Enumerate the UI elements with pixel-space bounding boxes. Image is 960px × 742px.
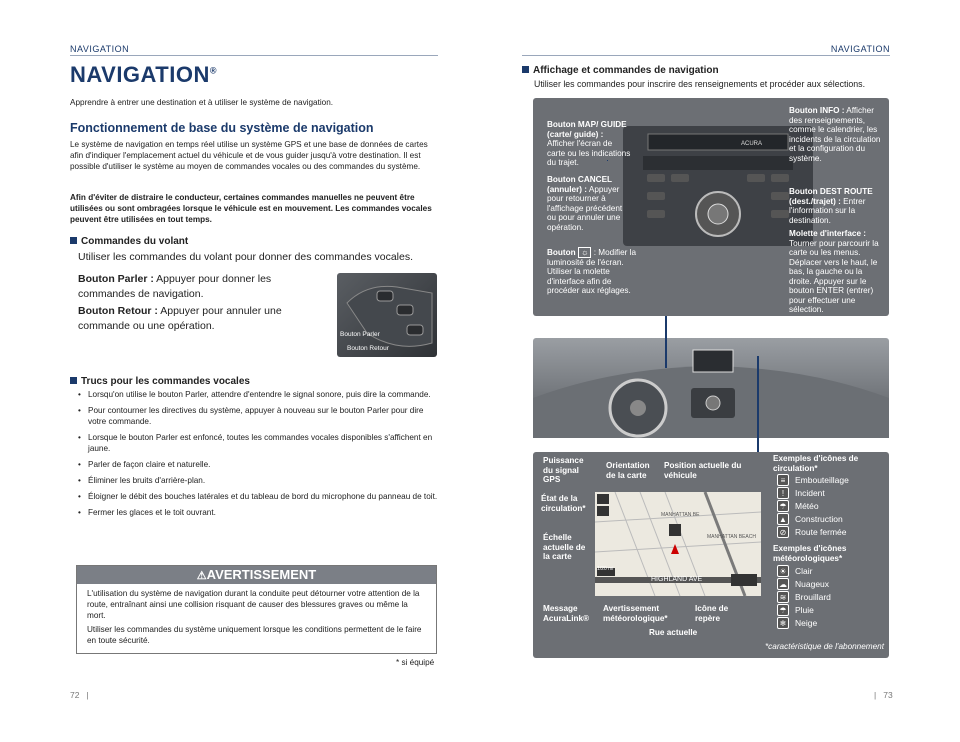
label-acuralink: Message AcuraLink® [543,604,590,623]
label-dest-route: Bouton DEST ROUTE (dest./trajet) : Entrer l'information sur la destination. [789,187,873,225]
label-weather-warning: Avertissement météorologique* [603,604,668,623]
section-title: Fonctionnement de base du système de navigation [70,121,374,135]
legend-item-road-closed: ⊘ Route fermée [777,526,847,538]
label-current-road: Rue actuelle [649,628,698,637]
map-street-current: HIGHLAND AVE [651,576,703,583]
legend-item-snow: ❄ Neige [777,617,817,629]
legend-item-clear: ☀ Clair [777,565,812,577]
callout-line [757,356,759,452]
section-paragraph-bold: Afin d'éviter de distraire le conducteur, certaines commandes manuelles ne peuvent être utilisées ou sont ombragées lorsque le véhicule est en mouvement. Les commandes vocales peuvent être utilisées en tout temps. [70,193,432,224]
dashboard-image [533,338,889,438]
label-gps: Puissance du signal GPS [543,456,584,484]
square-bullet-icon [70,237,77,244]
subscription-note: *caractéristique de l'abonnement [765,642,884,651]
tips-heading: Trucs pour les commandes vocales [70,376,250,387]
label-vehicle-position: Position actuelle du véhicule [664,461,742,480]
dashboard-photo [533,338,889,438]
warning-triangle-icon: ⚠ [196,570,207,582]
square-bullet-icon [522,66,529,73]
map-panel [533,452,889,658]
fog-icon: ≋ [777,591,789,603]
list-item: • Fermer les glaces et le toit ouvrant. [76,507,438,518]
display-heading: Affichage et commandes de navigation [522,65,719,76]
display-intro: Utiliser les commandes pour inscrire des renseignements et procéder aux sélections. [534,79,866,89]
running-head: NAVIGATION [70,44,130,54]
weather-icon: ☂ [777,500,789,512]
steering-intro: Utiliser les commandes du volant pour donner des commandes vocales. [78,251,414,263]
map-street: MANHATTAN BE [661,512,700,518]
list-item: • Lorsqu'on utilise le bouton Parler, attendre d'entendre le signal sonore, puis dire la commande. [76,389,438,400]
snow-icon: ❄ [777,617,789,629]
weather-icons-title: Exemples d'icônes météorologiques* [773,544,847,563]
brightness-icon: ☼ [578,247,592,258]
section-paragraph: Le système de navigation en temps réel utilise un système GPS et une base de données de cartes afin d'indiquer l'emplacement actuel du véhicule et de vous guider jusqu'à votre destination. Il est possible d'utiliser le système au moyen de commandes vocales ou des commandes du système. [70,140,428,171]
road-closed-icon: ⊘ [777,526,789,538]
sun-icon: ☀ [777,565,789,577]
page-number: 72 | [70,690,89,700]
console-brand: ACURA [741,141,763,147]
label-landmark: Icône de repère [695,604,729,623]
rain-icon: ☂ [777,604,789,616]
back-button-desc: Bouton Retour : Appuyer pour annuler une commande ou une opération. [78,305,282,332]
list-item: • Lorsque le bouton Parler est enfoncé, toutes les commandes vocales disponibles s'affichent en jaune. [76,432,438,454]
square-bullet-icon [70,377,77,384]
list-item: • Éliminer les bruits d'arrière-plan. [76,475,438,486]
photo-label-talk: Bouton Parler [340,331,380,338]
cloud-icon: ☁ [779,579,787,589]
warning-header: ⚠AVERTISSEMENT [77,566,436,584]
header-rule [70,55,438,56]
map-screen [595,492,761,596]
incident-icon: ! [777,487,789,499]
label-traffic-state: État de la circulation* [541,494,586,513]
list-item: • Parler de façon claire et naturelle. [76,459,438,470]
list-item: • Pour contourner les directives du système, appuyer à nouveau sur le bouton Parler pour dire votre commande. [76,405,438,427]
warning-text: Utiliser les commandes du système uniquement lorsque les conditions permettent de le faire en toute sécurité. [87,625,422,645]
right-page [480,0,960,742]
photo-label-back: Bouton Retour [347,345,389,352]
page-number: | 73 [874,690,893,700]
tips-list [76,389,438,523]
traffic-icons-title: Exemples d'icônes de circulation* [773,454,859,473]
legend-item-fog: ≋ Brouillard [777,591,831,603]
label-info: Bouton INFO : Afficher des renseignements, comme le calendrier, les incidents de la circulation et la configuration du système. [789,106,881,163]
page-title: NAVIGATION® [70,62,217,87]
list-item: • Éloigner le débit des bouches latérales et du tableau de bord du microphone du panneau de toit. [76,491,438,502]
talk-button-desc: Bouton Parler : Appuyer pour donner les commandes de navigation. [78,273,272,300]
legend-item-weather: ☂ Météo [777,500,819,512]
callout-line [665,316,667,368]
label-cancel: Bouton CANCEL (annuler) : Appuyer pour retourner à l'affichage précédent ou pour annuler une opération. [547,175,623,232]
legend-item-jam: ≡ Embouteillage [777,474,849,486]
label-orientation: Orientation de la carte [606,461,650,480]
steering-heading: Commandes du volant [70,236,188,247]
running-head: NAVIGATION [830,44,890,54]
intro-text: Apprendre à entrer une destination et à utiliser le système de navigation. [70,98,334,107]
legend-item-cloudy: ☁ Nuageux [779,579,830,589]
steering-controls-photo [337,273,437,357]
label-map-guide: Bouton MAP/ GUIDE (carte/ guide) : Afficher l'écran de carte ou les indications du trajet. [547,120,631,167]
legend-item-incident: ! Incident [777,487,825,499]
warning-box [76,565,437,654]
map-scale-value: 1/20 mi [597,566,614,572]
label-interface-knob: Molette d'interface : Tourner pour parcourir la carte ou les menus. Déplacer vers le haut, le bas, la gauche ou la droite. Appuyer sur le bouton ENTER (entrer) pour effectuer une sélection. [789,229,879,314]
center-console-image [623,126,813,246]
traffic-jam-icon: ≡ [777,474,789,486]
footnote: * si équipé [396,658,435,667]
warning-text: L'utilisation du système de navigation durant la conduite peut détourner votre attention de la route, entraînant ainsi une collision risquant de causer des blessures graves ou même la mort. [87,589,420,620]
controls-panel [533,98,889,316]
construction-icon: ▲ [777,513,789,525]
label-brightness: Bouton ☼ : Modifier la luminosité de l'écran. Utiliser la molette d'interface afin de procéder aux réglages. [547,248,637,295]
legend-item-construction: ▲ Construction [777,513,843,525]
map-street: MANHATTAN BEACH [707,534,756,540]
label-scale: Échelle actuelle de la carte [543,533,586,561]
legend-item-rain: ☂ Pluie [777,604,814,616]
header-rule [522,55,890,56]
